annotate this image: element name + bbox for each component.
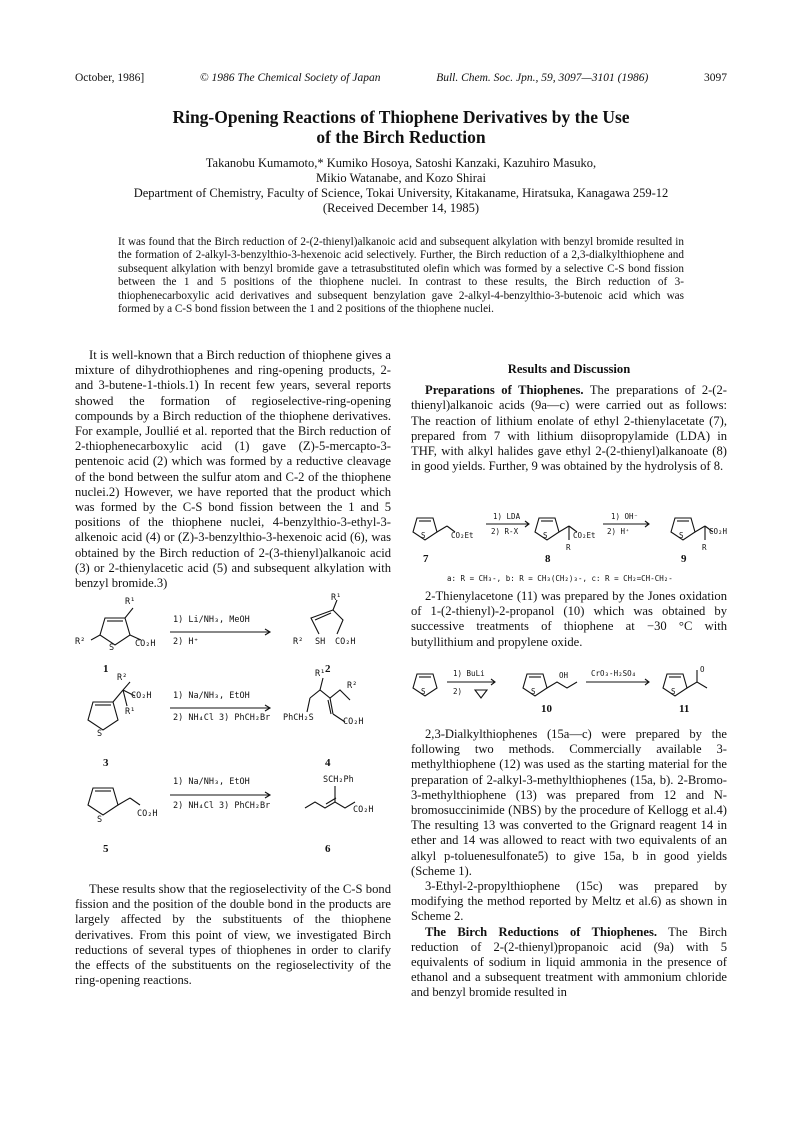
compound-label-5: 5 [103,843,109,855]
abstract: It was found that the Birch reduction of 2-(2-thienyl)alkanoic acid and subsequent alkylation with benzyl bromide resulted in the formation of 2-alkyl-3-benzylthio-3-hexenoic acid selectively. Further, the Birch reduction of a 2,3-dialkylthiophene and subsequent alkylation with benzyl bromide gave a tetrasubstituted olefin which was formed by a selective C-S bond fission between the 1 and 5 positions of the thiophene nuclei. In contrast to these results, the Birch reduction of 3-thiophenecarboxylic acid derivatives and subsequent benzylation gave 2-alkyl-4-benzylthio-3-butenoic acid which was formed by a C-S bond fission between the 1 and 2 positions of the thiophene nuclei. [118,236,684,316]
svg-text:S: S [679,531,684,540]
svg-text:S: S [421,687,426,696]
author-block [75,156,727,216]
ethylpropylthiophene-paragraph: 3-Ethyl-2-propylthiophene (15c) was prepared by modifying the method reported by Meltz et al.6) as shown in Scheme 2. [411,879,727,924]
paper-title [75,107,727,147]
received-date: (Received December 14, 1985) [322,201,480,215]
svg-text:R¹: R¹ [331,593,342,603]
svg-text:OH: OH [559,671,569,680]
compound-label-1: 1 [103,663,109,675]
svg-text:R¹: R¹ [125,707,136,717]
svg-text:S: S [97,729,103,739]
svg-text:S: S [531,687,536,696]
scheme-a-footnote: a: R = CH₃-, b: R = CH₃(CH₂)₃-, c: R = CH₂=CH-CH₂- [447,574,673,583]
title-line-2: of the Birch Reduction [316,127,486,147]
compound-label-7: 7 [423,553,429,565]
thienylacetone-paragraph: 2-Thienylacetone (11) was prepared by the Jones oxidation of 1-(2-thienyl)-2-propanol (10) which was obtained by successive treatments of thiophene at −30 °C with butyllithium and propylene oxide. [411,589,727,649]
svg-text:S: S [109,643,115,653]
svg-text:S: S [97,815,103,825]
svg-text:S: S [421,531,426,540]
reaction1-reagent-1: 1) Li/NH₃, MeOH [173,615,250,625]
authors-line-2: Mikio Watanabe, and Kozo Shirai [316,171,486,185]
preparations-text: The preparations of 2-(2-thienyl)alkanoic acids (9a—c) were carried out as follows: The reaction of lithium enolate of ethyl 2-thienylacetate (7), prepared from 7 with lithium diisopropylamide (LDA) in THF, with alkyl halides gave ethyl 2-(2-thienyl)alkanoate (8) in good yields. Further, 9 was obtained by the hydrolysis of 8. [411,383,727,474]
svg-text:CO₂H: CO₂H [135,639,156,649]
right-column-bottom [411,727,727,1001]
compound-label-11: 11 [679,703,690,715]
compound-label-9: 9 [681,553,687,565]
svg-text:CO₂Et: CO₂Et [451,531,474,540]
reaction1-reagent-2: 2) H⁺ [173,637,199,647]
affiliation: Department of Chemistry, Faculty of Science, Tokai University, Kitakaname, Hiratsuka, Kanagawa 259-12 [133,186,669,200]
svg-text:S: S [543,531,548,540]
svg-text:S: S [671,687,676,696]
reaction2-reagent-1: 1) Na/NH₃, EtOH [173,691,250,701]
svg-text:R: R [702,543,707,552]
header-journal: Bull. Chem. Soc. Jpn., 59, 3097—3101 (1986) [436,72,649,84]
svg-text:CO₂H: CO₂H [343,717,364,727]
svg-text:CO₂H: CO₂H [709,527,727,536]
right-column-top [411,362,727,474]
compound-label-2: 2 [325,663,331,675]
svg-text:CO₂H: CO₂H [131,691,152,701]
subheading-birch-reductions: The Birch Reductions of Thiophenes. [425,924,658,939]
preparations-paragraph [411,383,727,474]
title-line-1: Ring-Opening Reactions of Thiophene Derivatives by the Use [172,107,630,127]
subheading-preparations: Preparations of Thiophenes. [425,383,584,398]
compound-label-10: 10 [541,703,552,715]
svg-text:R²: R² [347,681,358,691]
svg-text:CO₂H: CO₂H [137,809,158,819]
reaction3-reagent-2: 2) NH₄Cl 3) PhCH₂Br [173,801,271,811]
svg-text:R¹: R¹ [315,669,326,679]
svg-text:R²: R² [117,673,128,683]
birch-reductions-paragraph [411,925,727,1001]
svg-text:SH: SH [315,637,326,647]
svg-text:R¹: R¹ [125,597,136,607]
svg-text:CO₂H: CO₂H [335,637,356,647]
running-header [75,72,727,84]
dialkylthiophene-paragraph: 2,3-Dialkylthiophenes (15a—c) were prepared by the following two methods. Commercially available 3-methylthiophene (12) was used as the starting material for the preparation of 2-alkyl-3-methylthiophenes (15a, b). 2-Bromo-3-methylthiophene (13) was prepared from 12 and N-bromosuccinimide (NBS) by the procedure of Kellogg et al.4) The resulting 13 was converted to the Grignard reagent 14 in ether and 14 was allowed to react with two equivalents of an alkyl p-toluenesulfonate5) to give 15a, b in good yields (Scheme 1). [411,727,727,878]
reaction2-reagent-2: 2) NH₄Cl 3) PhCH₂Br [173,713,271,723]
svg-text:R²: R² [75,637,86,647]
left-column-discussion [75,882,391,988]
scheme-a-reagent-rx: 2) R-X [491,527,519,536]
svg-text:CO₂H: CO₂H [353,805,374,815]
left-column-intro [75,348,391,591]
header-page-number: 3097 [704,72,727,84]
compound-label-6: 6 [325,843,331,855]
scheme-thienylacetone [411,664,727,716]
scheme-a-reagent-oh: 1) OH⁻ [611,512,639,521]
intro-paragraph-1: It is well-known that a Birch reduction of thiophene gives a mixture of dihydrothiophenes and ring-opening products, 2- and 3-butene-1-thiols.1) In recent few years, several reports showed the formation of regioselective-ring-opening compounds by a Birch reduction of the thiophene derivatives. For example, Joullié et al. reported that the Birch reduction of 2-thiophenecarboxylic acid (1) gave (Z)-5-mercapto-3-pentenoic acid (2) which was formed by a reductive cleavage of the bond between the sulfur atom and C-2 of the thiophene nuclei.2) However, we have reported that the product which was formed by the C-S bond fission between the 1 and 5 positions of the thiophene nuclei, 4-benzylthio-3-ethyl-3-alkenoic acid (4) or (Z)-3-benzylthio-3-hexenoic acid (6), was obtained by the Birch reduction of 2-(3-thienyl)alkanoic acid (3) or 2-thienylacetic acid (5) and subsequent alkylation with benzyl bromide.3) [75,348,391,591]
right-column-thienylacetone [411,589,727,650]
compound-label-8: 8 [545,553,551,565]
header-copyright: © 1986 The Chemical Society of Japan [199,72,381,84]
svg-text:CO₂Et: CO₂Et [573,531,596,540]
svg-text:R: R [566,543,571,552]
scheme-b-reagent-buli: 1) BuLi [453,669,485,678]
scheme-thienylalkanoic-acids [411,504,727,586]
scheme-a-reagent-h: 2) H⁺ [607,527,630,536]
birch-reductions-text: The Birch reduction of 2-(2-thienyl)propanoic acid (9a) with 5 equivalents of sodium in liquid ammonia in the presence of ethanol and a subsequent treatment with ammonium chloride and benzyl bromide resulted in [411,924,727,1000]
section-heading: Results and Discussion [507,362,631,376]
compound-label-4: 4 [325,757,331,769]
scheme-b-reagent-epoxide: 2) [453,687,463,696]
svg-text:SCH₂Ph: SCH₂Ph [323,775,354,785]
scheme-birch-reductions [75,590,391,875]
svg-text:PhCH₂S: PhCH₂S [283,713,314,723]
authors-line-1: Takanobu Kumamoto,* Kumiko Hosoya, Satoshi Kanzaki, Kazuhiro Masuko, [205,156,597,170]
compound-label-3: 3 [103,757,109,769]
scheme-a-reagent-lda: 1) LDA [493,512,521,521]
scheme-b-reagent-jones: CrO₃-H₂SO₄ [591,669,637,678]
intro-paragraph-2: These results show that the regioselectivity of the C-S bond fission and the position of the double bond in the products are largely affected by the substituents of the thiophene derivatives. From this point of view, we investigated Birch reductions of several types of thiophenes in order to clarify the effects of the substituents on the regioselectivity of the ring-opening reactions. [75,882,391,988]
reaction3-reagent-1: 1) Na/NH₃, EtOH [173,777,250,787]
svg-text:R²: R² [293,637,304,647]
header-date: October, 1986] [75,72,145,84]
svg-text:O: O [700,665,705,674]
